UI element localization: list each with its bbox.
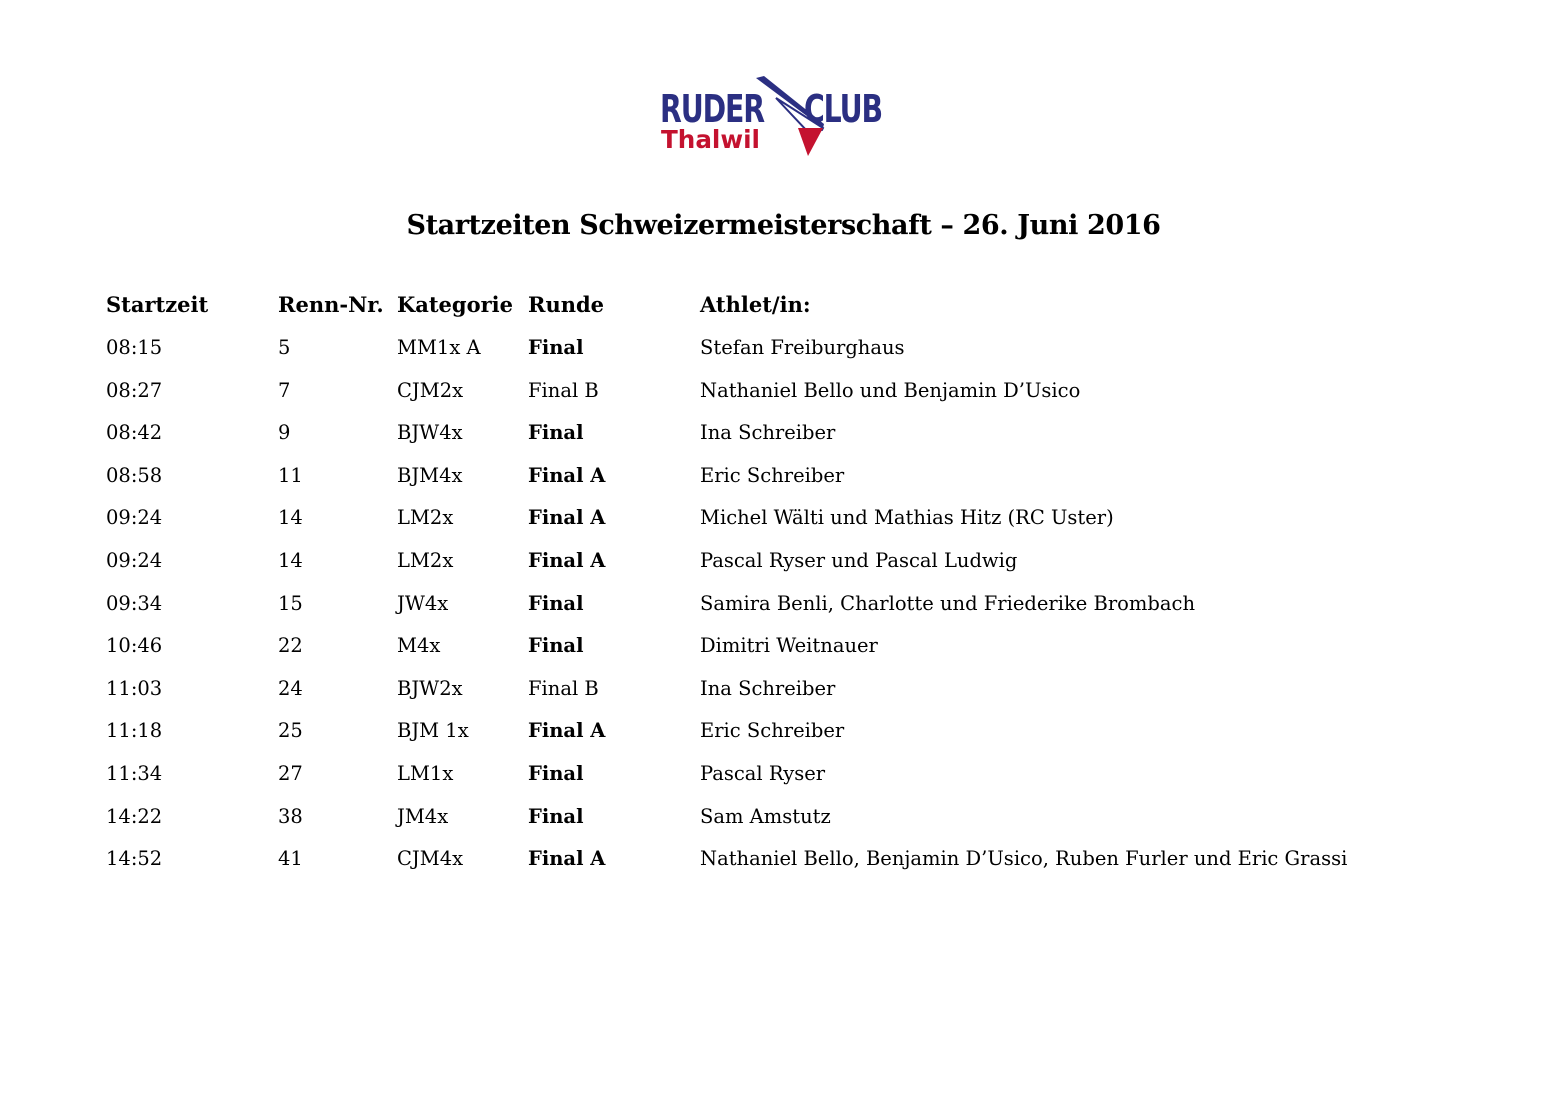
cell-kategorie: LM1x <box>397 761 454 785</box>
cell-startzeit: 08:27 <box>106 378 163 402</box>
ruder-club-thalwil-logo <box>658 76 884 158</box>
cell-runde: Final A <box>528 548 606 572</box>
cell-renn-nr: 14 <box>278 506 303 530</box>
cell-athleten: Pascal Ryser <box>700 761 826 785</box>
cell-kategorie: MM1x A <box>397 336 481 359</box>
cell-runde: Final A <box>528 506 606 530</box>
cell-startzeit: 10:46 <box>106 634 163 658</box>
cell-runde: Final A <box>528 847 606 871</box>
logo-word-ruder: RUDER <box>660 87 765 131</box>
cell-renn-nr: 5 <box>278 336 291 359</box>
cell-athleten: Nathaniel Bello und Benjamin D’Usico <box>700 378 1081 402</box>
logo-graphic <box>658 76 884 158</box>
cell-kategorie: CJM2x <box>397 378 464 402</box>
cell-startzeit: 11:18 <box>106 719 163 743</box>
cell-athleten: Ina Schreiber <box>700 676 836 700</box>
cell-runde: Final <box>528 336 584 359</box>
header-renn-nr: Renn-Nr. <box>278 292 384 317</box>
cell-startzeit: 11:03 <box>106 676 163 700</box>
cell-runde: Final A <box>528 719 606 743</box>
table-row <box>106 838 1466 881</box>
cell-athleten: Samira Benli, Charlotte und Friederike Brombach <box>700 591 1196 615</box>
cell-renn-nr: 15 <box>278 591 303 615</box>
cell-renn-nr: 7 <box>278 378 291 402</box>
cell-runde: Final <box>528 804 584 828</box>
table-row <box>106 497 1466 540</box>
cell-renn-nr: 14 <box>278 548 303 572</box>
cell-runde: Final B <box>528 378 599 402</box>
cell-athleten: Eric Schreiber <box>700 719 845 743</box>
header-kategorie: Kategorie <box>397 292 514 317</box>
cell-renn-nr: 38 <box>278 804 303 828</box>
table-row <box>106 583 1466 626</box>
table-row <box>106 625 1466 668</box>
logo-boat-red <box>798 128 823 156</box>
table-row <box>106 668 1466 711</box>
cell-renn-nr: 27 <box>278 761 303 785</box>
table-row <box>106 327 1466 370</box>
header-runde: Runde <box>528 292 605 317</box>
table-header-row <box>106 283 1466 327</box>
cell-athleten: Dimitri Weitnauer <box>700 634 878 658</box>
cell-kategorie: CJM4x <box>397 847 464 871</box>
cell-athleten: Pascal Ryser und Pascal Ludwig <box>700 548 1018 572</box>
cell-athleten: Eric Schreiber <box>700 463 845 487</box>
table-row <box>106 412 1466 455</box>
cell-renn-nr: 11 <box>278 463 303 487</box>
table-body <box>106 327 1466 881</box>
cell-renn-nr: 25 <box>278 719 303 743</box>
cell-kategorie: LM2x <box>397 548 454 572</box>
page-title: Startzeiten Schweizermeisterschaft – 26. Juni 2016 <box>406 210 1161 241</box>
cell-startzeit: 08:15 <box>106 336 163 359</box>
table-row <box>106 455 1466 498</box>
cell-athleten: Nathaniel Bello, Benjamin D’Usico, Ruben Furler und Eric Grassi <box>700 847 1348 871</box>
cell-startzeit: 08:58 <box>106 463 163 487</box>
cell-kategorie: JW4x <box>397 591 449 615</box>
logo-word-club: CLUB <box>804 87 882 131</box>
cell-startzeit: 09:34 <box>106 591 163 615</box>
cell-startzeit: 14:22 <box>106 804 163 828</box>
table-row <box>106 796 1466 839</box>
cell-runde: Final A <box>528 463 606 487</box>
cell-startzeit: 11:34 <box>106 761 163 785</box>
cell-athleten: Sam Amstutz <box>700 804 831 828</box>
cell-startzeit: 09:24 <box>106 506 163 530</box>
cell-renn-nr: 41 <box>278 847 303 871</box>
cell-athleten: Michel Wälti und Mathias Hitz (RC Uster) <box>700 506 1114 530</box>
logo-subtitle: Thalwil <box>661 125 760 154</box>
table-row <box>106 370 1466 413</box>
header-athleten: Athlet/in: <box>700 292 811 317</box>
cell-kategorie: JM4x <box>397 804 449 828</box>
cell-startzeit: 08:42 <box>106 421 163 445</box>
cell-runde: Final B <box>528 676 599 700</box>
cell-kategorie: BJW2x <box>397 676 463 700</box>
cell-athleten: Ina Schreiber <box>700 421 836 445</box>
table-row <box>106 753 1466 796</box>
cell-renn-nr: 22 <box>278 634 303 658</box>
cell-kategorie: M4x <box>397 634 441 658</box>
table-row <box>106 710 1466 753</box>
start-times-table <box>106 283 1466 881</box>
cell-kategorie: BJM4x <box>397 463 463 487</box>
cell-kategorie: LM2x <box>397 506 454 530</box>
cell-kategorie: BJM 1x <box>397 719 469 743</box>
cell-kategorie: BJW4x <box>397 421 463 445</box>
cell-renn-nr: 9 <box>278 421 291 445</box>
cell-renn-nr: 24 <box>278 676 303 700</box>
cell-startzeit: 09:24 <box>106 548 163 572</box>
table-row <box>106 540 1466 583</box>
cell-runde: Final <box>528 421 584 445</box>
cell-runde: Final <box>528 591 584 615</box>
cell-runde: Final <box>528 634 584 658</box>
cell-athleten: Stefan Freiburghaus <box>700 336 905 359</box>
cell-runde: Final <box>528 761 584 785</box>
header-startzeit: Startzeit <box>106 292 209 317</box>
cell-startzeit: 14:52 <box>106 847 163 871</box>
